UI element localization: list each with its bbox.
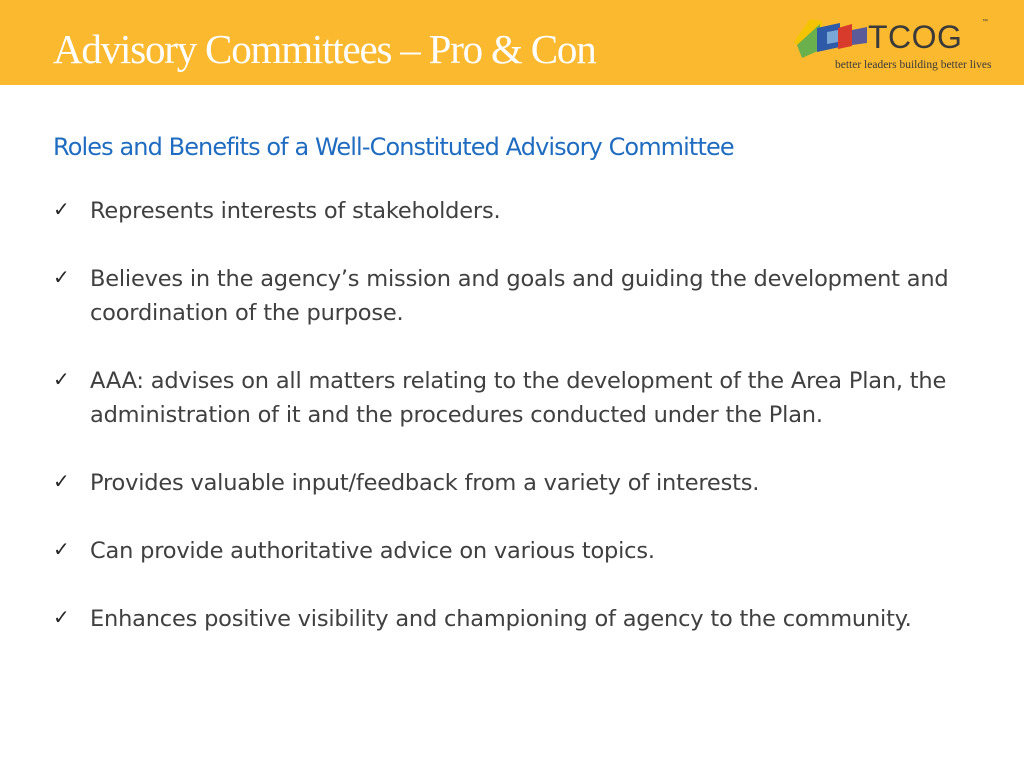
checkmark-icon: ✓ [53,265,70,289]
list-item-text: Provides valuable input/feedback from a variety of interests. [90,470,760,496]
list-item [53,466,973,500]
logo-trademark: ™ [982,19,988,25]
list-item-text: Enhances positive visibility and championing of agency to the community. [90,606,912,632]
logo-mark [794,19,867,58]
list-item [53,262,973,330]
checkmark-icon: ✓ [53,469,70,493]
checkmark-icon: ✓ [53,197,70,221]
list-item [53,602,973,636]
list-item [53,194,973,228]
list-item [53,534,973,568]
list-item [53,364,973,432]
list-item-text: Can provide authoritative advice on various topics. [90,538,655,564]
list-item-text: Represents interests of stakeholders. [90,198,501,224]
section-subtitle: Roles and Benefits of a Well-Constituted Advisory Committee [53,133,734,161]
slide-title: Advisory Committees – Pro & Con [53,26,596,72]
logo-tagline: better leaders building better lives [835,59,992,71]
checkmark-icon: ✓ [53,367,70,391]
checkmark-icon: ✓ [53,537,70,561]
list-item-text: AAA: advises on all matters relating to the development of the Area Plan, the administration of it and the procedures conducted under the Plan. [90,368,947,428]
bullet-list [53,194,973,670]
logo-wordmark: TCOG [868,19,963,55]
list-item-text: Believes in the agency’s mission and goals and guiding the development and coordination of the purpose. [90,266,949,326]
checkmark-icon: ✓ [53,605,70,629]
tcog-logo [792,14,997,72]
